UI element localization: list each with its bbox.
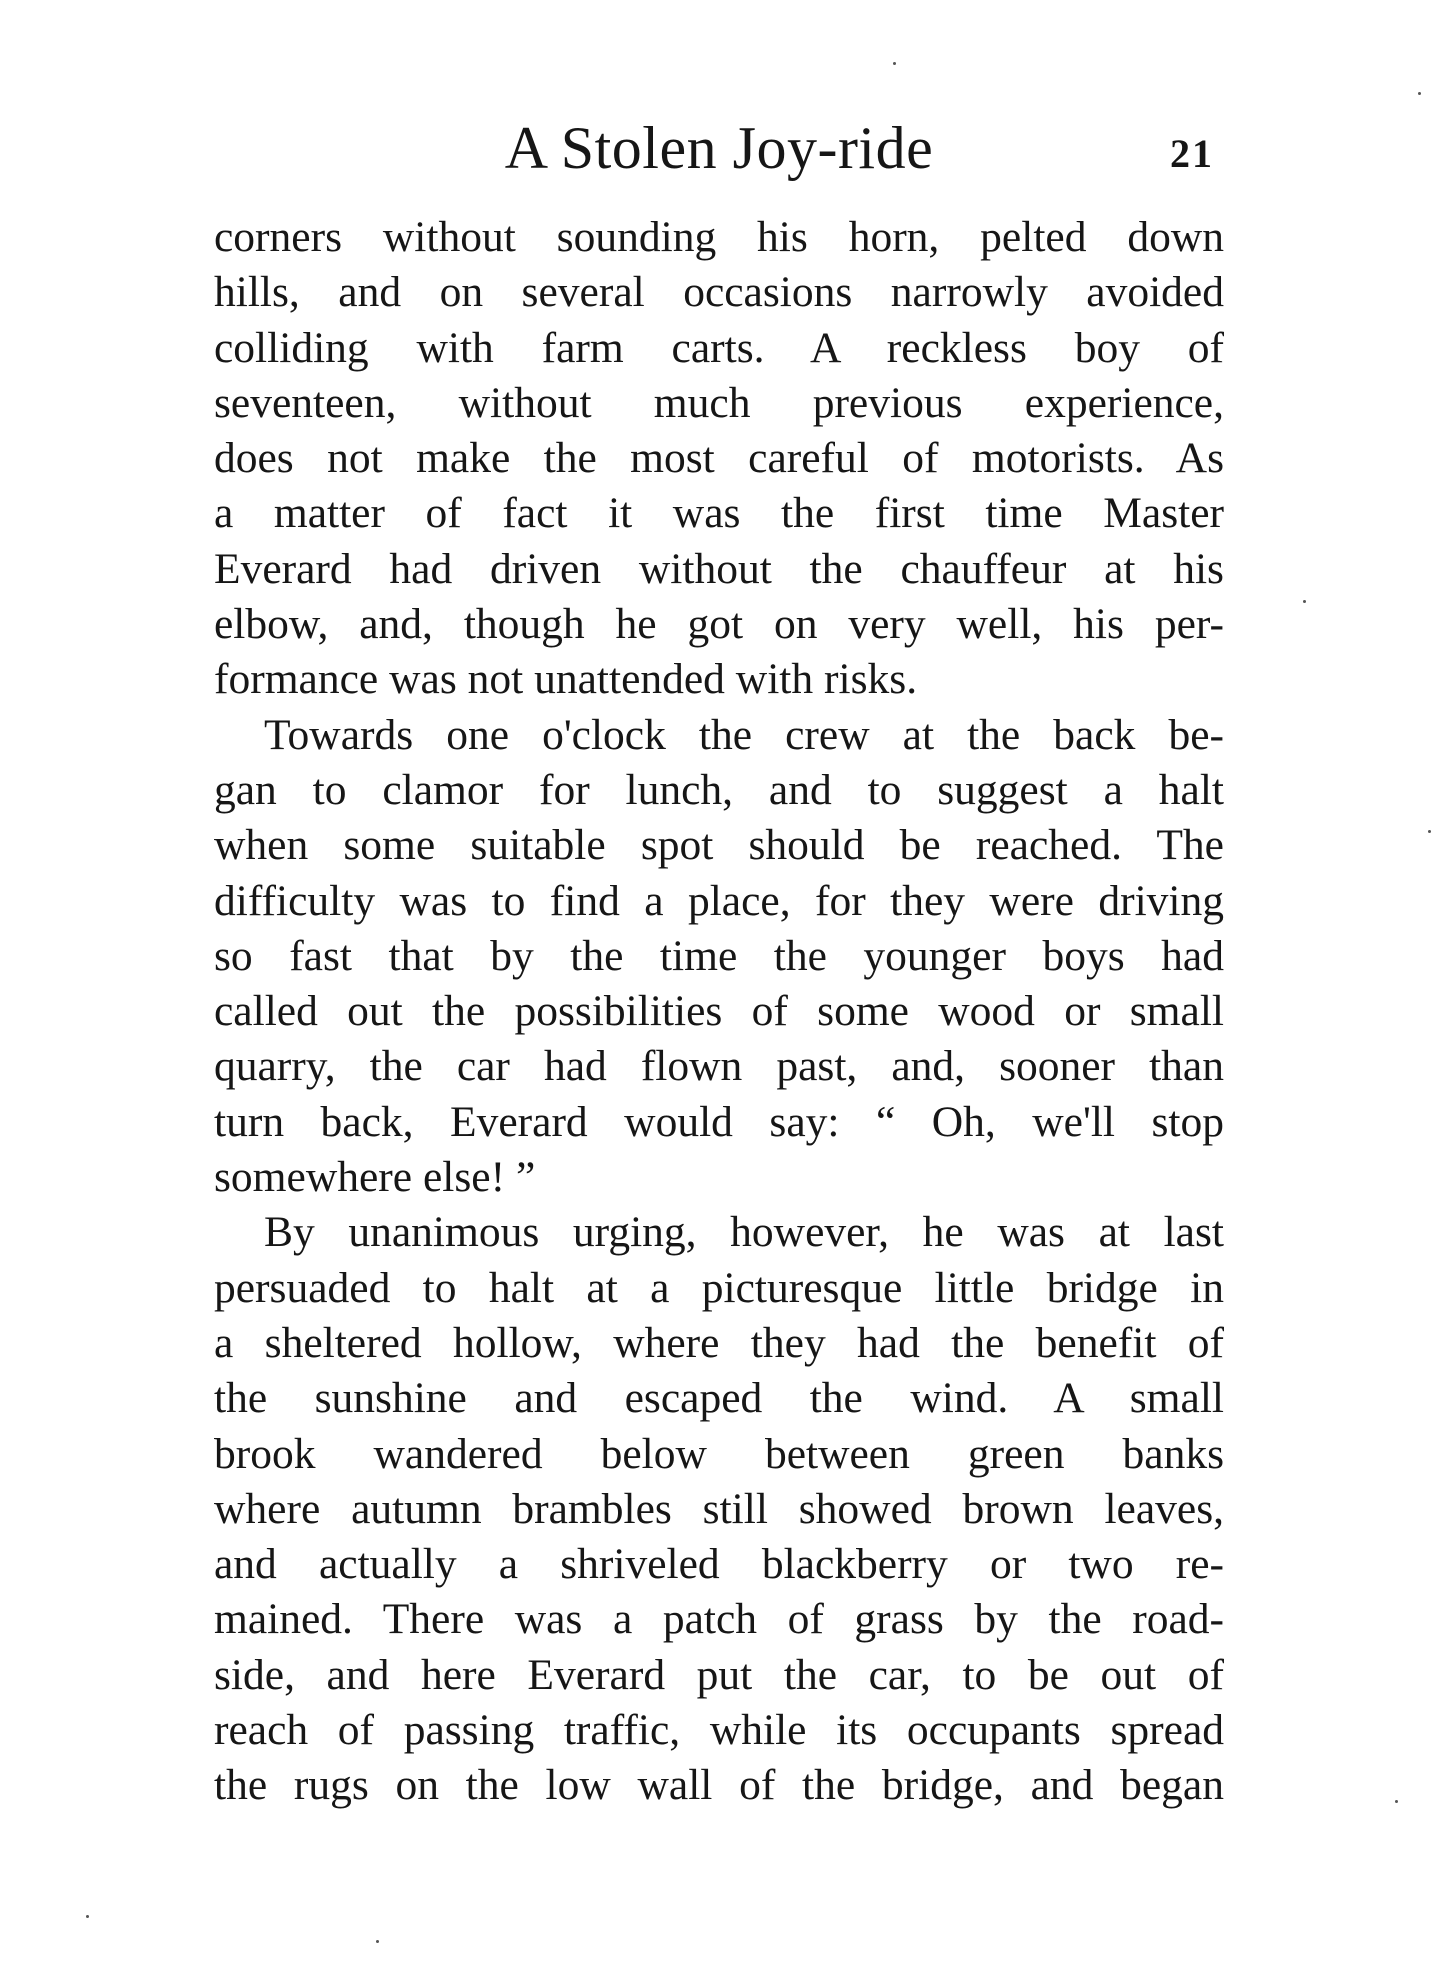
text-line: colliding with farm carts. A reckless boy of	[214, 323, 1224, 372]
text-line: does not make the most careful of motorists. As	[214, 434, 1224, 483]
text-line: a sheltered hollow, where they had the benefit of	[214, 1318, 1224, 1367]
paragraph-first-line: Towards one o'clock the crew at the back be-	[264, 710, 1224, 759]
running-head	[214, 108, 1224, 188]
text-line: turn back, Everard would say: “ Oh, we'll stop	[214, 1097, 1224, 1146]
text-line: Everard had driven without the chauffeur at his	[214, 544, 1224, 593]
text-line: the sunshine and escaped the wind. A small	[214, 1374, 1224, 1423]
text-line: a matter of fact it was the first time Master	[214, 489, 1224, 538]
text-line: where autumn brambles still showed brown leaves,	[214, 1484, 1224, 1533]
paper-speck	[1395, 1800, 1398, 1803]
paper-speck	[376, 1940, 379, 1943]
text-line: difficulty was to find a place, for they were driving	[214, 876, 1224, 925]
text-line: seventeen, without much previous experience,	[214, 378, 1224, 427]
text-line: persuaded to halt at a picturesque little bridge in	[214, 1263, 1224, 1312]
paper-speck	[86, 1915, 89, 1918]
text-line: formance was not unattended with risks.	[214, 655, 918, 704]
text-line: brook wandered below between green banks	[214, 1429, 1224, 1478]
page-number: 21	[1170, 131, 1214, 176]
text-line: somewhere else! ”	[214, 1153, 536, 1202]
text-line: called out the possibilities of some wood or small	[214, 987, 1224, 1036]
text-line: hills, and on several occasions narrowly avoided	[214, 268, 1224, 317]
text-line: quarry, the car had flown past, and, sooner than	[214, 1042, 1224, 1091]
text-line: and actually a shriveled blackberry or two re-	[214, 1540, 1224, 1589]
paper-speck	[1303, 600, 1306, 603]
paper-speck	[1418, 92, 1421, 95]
body-text	[214, 210, 1224, 1814]
paper-speck	[893, 62, 896, 65]
text-line: corners without sounding his horn, pelted down	[214, 213, 1224, 261]
text-line: so fast that by the time the younger boys had	[214, 931, 1224, 980]
paper-speck	[1428, 830, 1431, 833]
text-line: when some suitable spot should be reached. The	[214, 821, 1224, 870]
text-line: reach of passing traffic, while its occupants spread	[214, 1706, 1224, 1755]
text-line: side, and here Everard put the car, to be out of	[214, 1650, 1224, 1699]
paragraph-first-line: By unanimous urging, however, he was at last	[264, 1208, 1224, 1257]
text-line: elbow, and, though he got on very well, his per-	[214, 600, 1224, 649]
running-title: A Stolen Joy-ride	[504, 115, 934, 181]
text-line: the rugs on the low wall of the bridge, and began	[214, 1761, 1224, 1810]
text-line: gan to clamor for lunch, and to suggest a halt	[214, 765, 1224, 814]
text-line: mained. There was a patch of grass by the road-	[214, 1595, 1224, 1644]
